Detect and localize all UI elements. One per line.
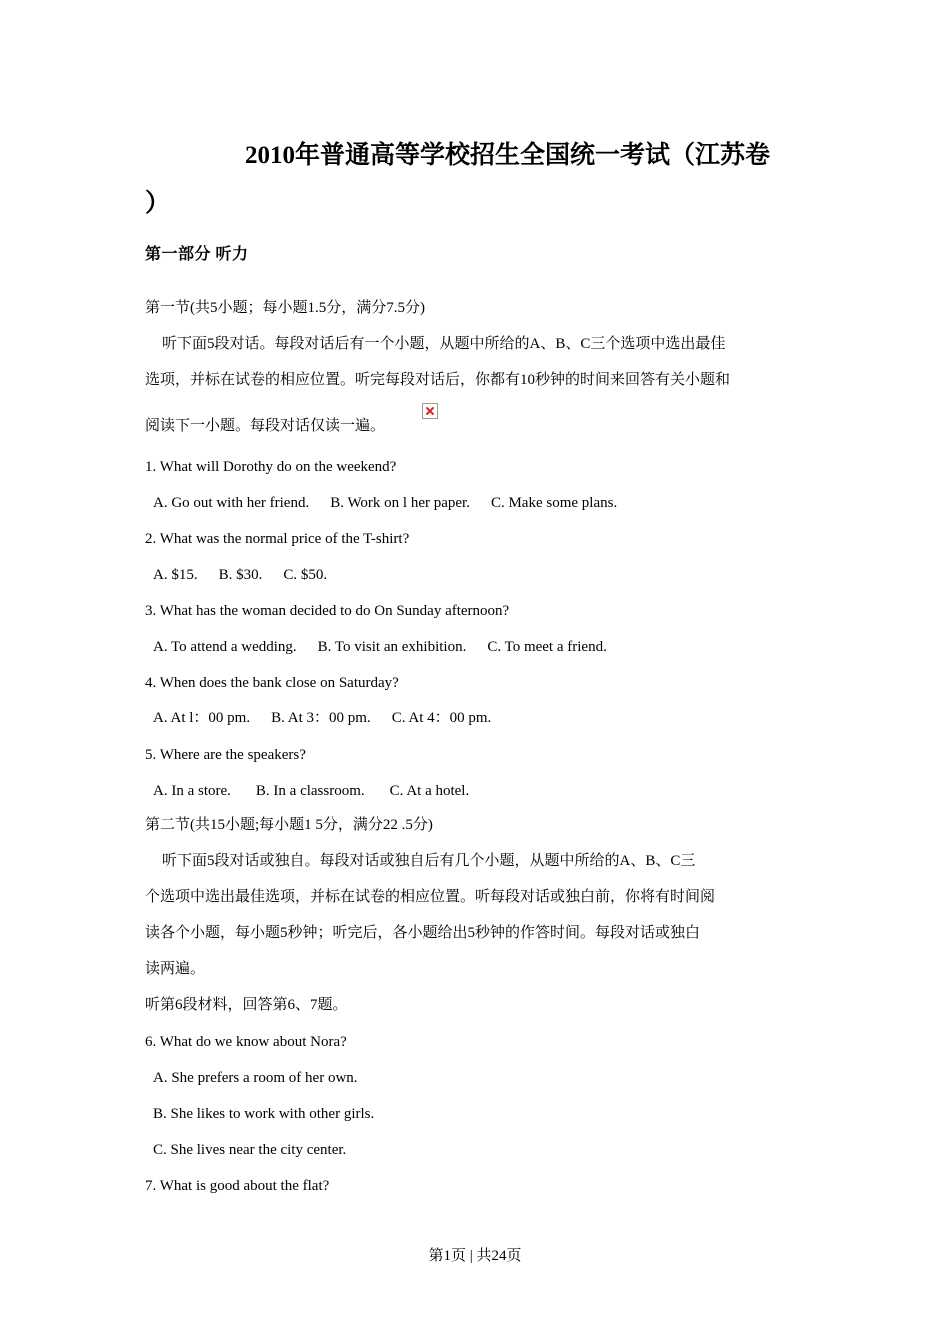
option-c: C. To meet a friend. (487, 639, 607, 655)
option-b: B. In a classroom. (255, 783, 365, 799)
broken-image-icon (422, 403, 438, 419)
question-5-options (153, 781, 490, 801)
question-1: 1. What will Dorothy do on the weekend? (145, 459, 397, 475)
section2-instruction-1: 听下面5段对话或独自。每段对话或独自后有几个小题，从题中所给的A、B、C三 (162, 853, 696, 869)
option-c: C. At 4：00 pm. (391, 710, 492, 726)
section2-instruction-2: 个选项中选出最佳选项，并标在试卷的相应位置。听每段对话或独白前，你将有时间阅 (145, 889, 716, 905)
section1-heading: 第一节(共5小题；每小题1.5分，满分7.5分) (145, 300, 425, 316)
question-6-option-a: A. She prefers a room of her own. (153, 1070, 358, 1086)
option-c: C. $50. (283, 567, 328, 583)
question-7: 7. What is good about the flat? (145, 1178, 330, 1194)
section2-heading: 第二节(共15小题;每小题1 5分，满分22 .5分) (145, 817, 433, 833)
option-b: B. Work on l her paper. (330, 495, 470, 511)
question-2-options (153, 565, 348, 585)
option-a: A. To attend a wedding. (153, 639, 297, 655)
question-6-option-b: B. She likes to work with other girls. (153, 1106, 375, 1122)
option-a: A. Go out with her friend. (153, 495, 310, 511)
part-heading: 第一部分 听力 (145, 246, 249, 263)
option-c: C. Make some plans. (490, 495, 618, 511)
page-footer: 第1页 | 共24页 (428, 1248, 522, 1264)
option-a: A. In a store. (153, 783, 231, 799)
section1-instruction-1: 听下面5段对话。每段对话后有一个小题，从题中所给的A、B、C三个选项中选出最佳 (162, 336, 726, 352)
option-a: A. At l：00 pm. (153, 710, 251, 726)
section1-instruction-2: 选项，并标在试卷的相应位置。听完每段对话后，你都有10秒钟的时间来回答有关小题和 (145, 372, 731, 388)
question-3: 3. What has the woman decided to do On Sunday afternoon? (145, 603, 510, 619)
section2-instruction-3: 读各个小题，每小题5秒钟；听完后，各小题给出5秒钟的作答时间。每段对话或独白 (145, 925, 701, 941)
question-2: 2. What was the normal price of the T-shirt? (145, 531, 410, 547)
question-4: 4. When does the bank close on Saturday? (145, 675, 399, 691)
question-1-options (153, 493, 638, 513)
question-6: 6. What do we know about Nora? (145, 1034, 347, 1050)
option-b: B. At 3：00 pm. (271, 710, 371, 726)
question-4-options (153, 708, 512, 728)
option-b: B. $30. (218, 567, 263, 583)
question-5: 5. Where are the speakers? (145, 747, 306, 763)
option-c: C. At a hotel. (389, 783, 470, 799)
section2-instruction-4: 读两遍。 (145, 961, 206, 977)
section1-instruction-3: 阅读下一小题。每段对话仅读一遍。 (145, 418, 386, 434)
option-b: B. To visit an exhibition. (317, 639, 467, 655)
question-3-options (153, 637, 628, 657)
option-a: A. $15. (153, 567, 198, 583)
page-title-continuation: ） (145, 190, 171, 217)
page-title: 2010年普通高等学校招生全国统一考试（江苏卷 (245, 142, 771, 169)
question-6-option-c: C. She lives near the city center. (153, 1142, 347, 1158)
material-note: 听第6段材料，回答第6、7题。 (145, 997, 348, 1013)
